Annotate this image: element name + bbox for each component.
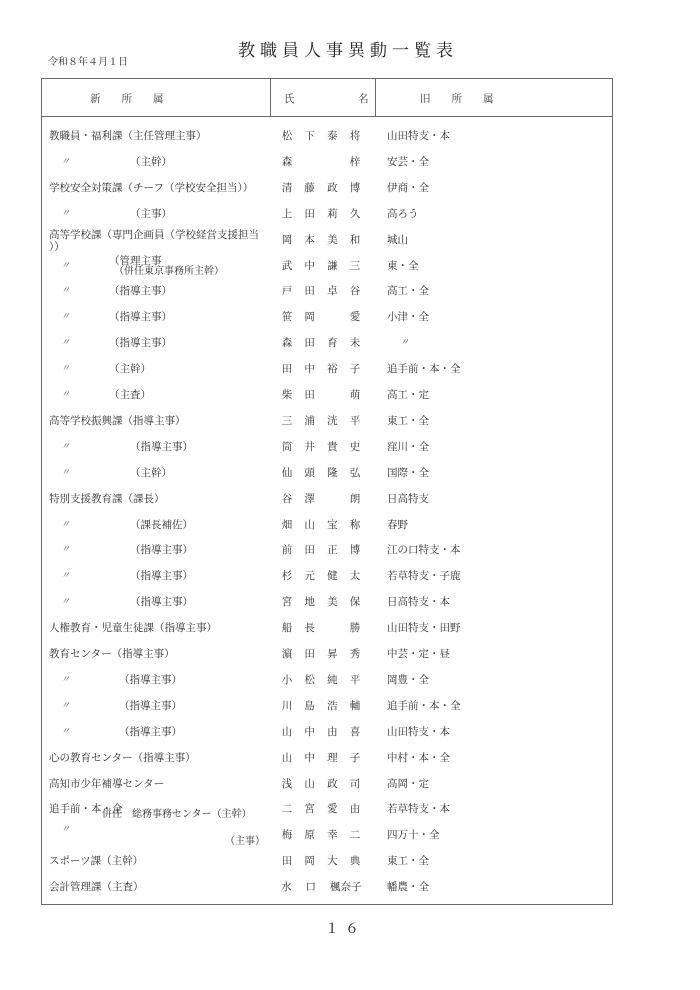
- name-character: 秀: [349, 648, 361, 660]
- table-row: [42, 874, 612, 900]
- name-character: 山: [304, 777, 315, 790]
- name-character: 中: [304, 259, 315, 272]
- name-character: 田: [281, 363, 293, 376]
- name-character: 久: [349, 207, 361, 220]
- name-character: [326, 311, 338, 323]
- name-character: 谷: [281, 492, 293, 505]
- table-row: [42, 771, 612, 797]
- table-row: [42, 563, 612, 589]
- ditto-mark: 〃: [61, 519, 71, 530]
- new-post-department: 追手前・本・全: [49, 803, 123, 816]
- old-post: 山田特支・本: [387, 130, 450, 142]
- name-character: 宮: [304, 803, 315, 816]
- name-character: 山: [281, 725, 293, 738]
- column-header-name-left: 氏: [284, 93, 295, 105]
- name-character: 由: [327, 725, 338, 738]
- name-character: 大: [327, 855, 338, 868]
- new-post-role: （指導主事）: [119, 725, 182, 738]
- old-post: 日高特支: [387, 492, 429, 505]
- employee-name: [281, 778, 361, 790]
- name-character: 愛: [327, 803, 338, 816]
- employee-name: [281, 208, 361, 220]
- table-row: [42, 382, 612, 408]
- name-character: 前: [281, 544, 293, 557]
- name-character: 井: [304, 440, 315, 453]
- table-row: [42, 537, 612, 563]
- name-character: 岡: [281, 233, 293, 246]
- column-divider: [375, 79, 376, 117]
- ditto-mark: 〃: [61, 597, 71, 608]
- name-character: 山: [304, 518, 315, 531]
- name-character: [326, 622, 338, 634]
- employee-name: [281, 415, 361, 427]
- old-post: 中村・本・全: [387, 751, 450, 764]
- name-character: 田: [304, 337, 315, 350]
- employee-name: [281, 493, 361, 505]
- ditto-mark: 〃: [61, 338, 71, 349]
- new-post-role: （主幹）: [109, 363, 151, 376]
- new-post-role: （指導主事）: [130, 544, 193, 557]
- name-character: 隆: [327, 466, 338, 479]
- name-character: 頭: [304, 466, 315, 479]
- date-label: 令和８年４月１日: [48, 57, 128, 68]
- name-character: 田: [304, 648, 315, 660]
- name-character: 口: [305, 881, 316, 894]
- name-character: 博: [349, 544, 361, 557]
- name-character: 川: [281, 699, 293, 712]
- table-row: [42, 175, 612, 201]
- ditto-mark: 〃: [61, 700, 71, 711]
- name-character: 美: [327, 233, 338, 246]
- employee-name: [281, 182, 361, 194]
- name-character: 子: [349, 751, 361, 764]
- page-number: １６: [325, 921, 365, 937]
- name-character: 小: [281, 673, 293, 686]
- employee-name: [281, 337, 361, 349]
- name-character: 平: [349, 673, 361, 686]
- old-post: 幡農・全: [387, 881, 429, 894]
- employee-name: [281, 234, 361, 246]
- name-character: 松: [281, 130, 293, 142]
- table-row: [42, 278, 612, 304]
- employee-name: [281, 544, 361, 556]
- name-character: 育: [327, 337, 338, 350]
- name-character: 二: [281, 803, 293, 816]
- name-character: 萌: [349, 389, 361, 401]
- old-post: 小津・全: [387, 311, 429, 324]
- employee-name: [281, 700, 361, 712]
- new-post-department: スポーツ課（主幹）: [49, 855, 144, 868]
- name-character: 武: [281, 259, 293, 272]
- concurrent-post-role: 併任 総務事務センター（主幹）: [102, 809, 252, 821]
- name-character: 畑: [281, 518, 293, 531]
- table-header: [42, 79, 612, 117]
- table-row: [42, 149, 612, 175]
- old-post: 東工・全: [387, 414, 429, 427]
- new-post-role: （指導主事）: [130, 570, 193, 583]
- ditto-mark: 〃: [61, 825, 71, 836]
- ditto-mark: 〃: [61, 441, 71, 452]
- table-row: [42, 486, 612, 512]
- employee-name: [281, 156, 361, 168]
- old-post: 山田特支・田野: [387, 622, 461, 635]
- table-row: [42, 667, 612, 693]
- name-character: 未: [349, 337, 361, 350]
- new-post-department: 高知市少年補導センター: [49, 777, 165, 790]
- employee-name: [281, 596, 361, 608]
- name-character: 柴: [281, 389, 293, 401]
- table-row: [42, 304, 612, 330]
- old-post: 追手前・本・全: [387, 363, 461, 376]
- name-character: 田: [304, 544, 315, 557]
- table-row: [42, 589, 612, 615]
- table-row: [42, 408, 612, 434]
- name-character: 仙: [281, 466, 293, 479]
- table-row: [42, 512, 612, 538]
- name-character: 子: [349, 363, 361, 376]
- new-post-department: 高等学校課（専門企画員（学校経営支援担当: [49, 228, 259, 241]
- name-character: 森: [281, 337, 293, 350]
- name-character: [304, 156, 316, 168]
- table-row: [42, 253, 612, 279]
- name-character: 輔: [349, 699, 361, 712]
- table-row: [42, 227, 612, 253]
- name-character: 筒: [281, 440, 293, 453]
- name-character: 幸: [327, 829, 338, 842]
- name-character: 平: [349, 414, 361, 427]
- name-character: 船: [281, 622, 293, 635]
- name-character: 田: [304, 207, 315, 220]
- ditto-mark: 〃: [61, 726, 71, 737]
- name-character: 勝: [349, 622, 361, 635]
- name-character: 保: [349, 596, 361, 609]
- name-character: 理: [327, 751, 338, 764]
- name-character: 洸: [327, 414, 338, 427]
- name-character: 浅: [281, 777, 293, 790]
- name-character: 浩: [327, 699, 338, 712]
- new-post-role: （主幹）: [130, 466, 172, 479]
- name-character: 泰: [327, 130, 338, 142]
- new-post-department-continued: ））: [49, 240, 65, 253]
- name-character: 長: [304, 622, 315, 635]
- new-post-role: （課長補佐）: [130, 518, 193, 531]
- concurrent-post-role: （併任東京事務所主幹）: [114, 265, 224, 277]
- employee-name: [281, 285, 361, 297]
- table-row: [42, 745, 612, 771]
- name-character: 史: [349, 440, 361, 453]
- name-character: 謙: [327, 259, 338, 272]
- concurrent-post-role: （主事）: [225, 836, 265, 848]
- column-header-name-right: 名: [358, 93, 369, 105]
- old-post: 安芸・全: [387, 155, 429, 168]
- employee-name: [281, 648, 361, 660]
- new-post-role: （指導主事）: [130, 440, 193, 453]
- old-post: 〃: [400, 338, 410, 349]
- old-post: 四万十・全: [387, 829, 440, 842]
- old-post: 若草特支・本: [387, 803, 450, 816]
- old-post: 東・全: [387, 259, 419, 272]
- old-post: 江の口特支・本: [387, 544, 461, 557]
- employee-name: [281, 881, 361, 893]
- column-header-old-post: 旧 所 属: [420, 93, 494, 105]
- table-row: [42, 796, 612, 822]
- new-post-role: （指導主事）: [130, 596, 193, 609]
- name-character: 水: [281, 881, 292, 894]
- page-title: 教職員人事異動一覧表: [238, 41, 458, 61]
- new-post-department: 高等学校振興課（指導主事）: [49, 414, 186, 427]
- employee-name: [281, 519, 361, 531]
- employee-name: [281, 674, 361, 686]
- old-post: 中芸・定・昼: [387, 648, 450, 660]
- employee-name: [281, 311, 361, 323]
- name-character: 正: [327, 544, 338, 557]
- name-character: 裕: [327, 363, 338, 376]
- name-character: 称: [349, 518, 361, 531]
- name-character: 岡: [304, 855, 315, 868]
- name-character: [326, 156, 338, 168]
- name-character: 三: [349, 259, 361, 272]
- name-character: 清: [281, 181, 293, 194]
- name-character: 中: [304, 751, 315, 764]
- new-post-role: （主事）: [130, 207, 172, 220]
- old-post: 春野: [387, 518, 408, 531]
- name-character: 岡: [304, 311, 315, 324]
- employee-name: [281, 441, 361, 453]
- name-character: 谷: [349, 285, 361, 298]
- new-post-department: 会計管理課（主査）: [49, 881, 144, 894]
- old-post: 高工・定: [387, 389, 429, 401]
- old-post: 城山: [387, 233, 408, 246]
- transfer-table: [41, 78, 613, 905]
- new-post-department: 人権教育・児童生徒課（指導主事）: [49, 622, 217, 635]
- new-post-department: 教職員・福利課（主任管理主事）: [49, 130, 207, 142]
- name-character: 博: [349, 181, 361, 194]
- name-character: 下: [304, 130, 315, 142]
- name-character: 昇: [327, 648, 338, 660]
- name-character: 中: [304, 725, 315, 738]
- name-character: 原: [304, 829, 315, 842]
- new-post-role: （指導主事）: [119, 699, 182, 712]
- table-row: [42, 330, 612, 356]
- name-character: 梓: [349, 155, 361, 168]
- name-character: 二: [349, 829, 361, 842]
- employee-name: [281, 260, 361, 272]
- employee-name: [281, 829, 361, 841]
- name-character: 島: [304, 699, 315, 712]
- employee-name: [281, 803, 361, 815]
- name-character: 田: [304, 285, 315, 298]
- name-character: 由: [349, 803, 361, 816]
- old-post: 岡豊・全: [387, 673, 429, 686]
- name-character: 山: [281, 751, 293, 764]
- name-character: 澤: [304, 492, 315, 505]
- new-post-role: （指導主事）: [119, 673, 182, 686]
- name-character: 楓奈子: [330, 881, 362, 894]
- ditto-mark: 〃: [61, 364, 71, 375]
- name-character: 愛: [349, 311, 361, 324]
- name-character: 森: [281, 155, 293, 168]
- ditto-mark: 〃: [61, 545, 71, 556]
- name-character: 藤: [304, 181, 315, 194]
- table-row: [42, 848, 612, 874]
- employee-name: [281, 130, 361, 142]
- employee-name: [281, 855, 361, 867]
- old-post: 追手前・本・全: [387, 699, 461, 712]
- old-post: 高岡・定: [387, 777, 429, 790]
- column-header-new-post: 新 所 属: [90, 93, 164, 105]
- name-character: 笹: [281, 311, 293, 324]
- name-character: 上: [281, 207, 293, 220]
- name-character: 朗: [349, 492, 361, 505]
- employee-name: [281, 389, 361, 401]
- name-character: 濵: [281, 648, 293, 660]
- name-character: 弘: [349, 466, 361, 479]
- table-row: [42, 123, 612, 149]
- name-character: 田: [304, 389, 315, 401]
- new-post-department: 教育センター（指導主事）: [49, 648, 175, 660]
- table-row: [42, 693, 612, 719]
- old-post: 若草特支・子鹿: [387, 570, 461, 583]
- new-post-department: 学校安全対策課（チーフ（学校安全担当））: [49, 181, 254, 194]
- name-character: 政: [327, 777, 338, 790]
- name-character: 典: [349, 855, 361, 868]
- employee-name: [281, 752, 361, 764]
- ditto-mark: 〃: [61, 312, 71, 323]
- ditto-mark: 〃: [61, 208, 71, 219]
- name-character: 松: [304, 673, 315, 686]
- name-character: 元: [304, 570, 315, 583]
- name-character: 司: [349, 777, 361, 790]
- name-character: 宝: [327, 518, 338, 531]
- column-divider: [270, 79, 271, 117]
- name-character: 宮: [281, 596, 293, 609]
- ditto-mark: 〃: [61, 260, 71, 271]
- ditto-mark: 〃: [61, 390, 71, 400]
- employee-name: [281, 570, 361, 582]
- old-post: 日高特支・本: [387, 596, 450, 609]
- ditto-mark: 〃: [61, 571, 71, 582]
- new-post-role: （指導主事）: [109, 337, 172, 350]
- table-row: [42, 615, 612, 641]
- name-character: 本: [304, 233, 315, 246]
- table-row: [42, 460, 612, 486]
- name-character: 健: [327, 570, 338, 583]
- old-post: 高ろう: [387, 207, 419, 220]
- new-post-role: （指導主事）: [109, 311, 172, 324]
- new-post-role: （主幹）: [130, 155, 172, 168]
- name-character: 政: [327, 181, 338, 194]
- name-character: 純: [327, 673, 338, 686]
- table-row: [42, 434, 612, 460]
- new-post-department: 特別支援教育課（課長）: [49, 492, 165, 505]
- name-character: 太: [349, 570, 361, 583]
- old-post: 山田特支・本: [387, 725, 450, 738]
- employee-name: [281, 622, 361, 634]
- name-character: [326, 389, 338, 401]
- table-row: [42, 201, 612, 227]
- ditto-mark: 〃: [61, 467, 71, 478]
- name-character: 和: [349, 233, 361, 246]
- old-post: 伊商・全: [387, 181, 429, 194]
- employee-name: [281, 363, 361, 375]
- new-post-department: 心の教育センター（指導主事）: [49, 751, 196, 764]
- employee-name: [281, 726, 361, 738]
- name-character: 梅: [281, 829, 293, 842]
- new-post-role: （指導主事）: [109, 285, 172, 298]
- name-character: 三: [281, 414, 293, 427]
- ditto-mark: 〃: [61, 674, 71, 685]
- table-row: [42, 641, 612, 667]
- new-post-role: （主査）: [109, 389, 151, 401]
- name-character: [326, 493, 338, 505]
- old-post: 国際・全: [387, 466, 429, 479]
- name-character: 莉: [327, 207, 338, 220]
- name-character: 地: [304, 596, 315, 609]
- old-post: 高工・全: [387, 285, 429, 298]
- name-character: 貴: [327, 440, 338, 453]
- table-row: [42, 356, 612, 382]
- name-character: 喜: [349, 725, 361, 738]
- table-row: [42, 719, 612, 745]
- new-post-role: （管理主事: [109, 254, 162, 267]
- name-character: 卓: [327, 285, 338, 298]
- name-character: 美: [327, 596, 338, 609]
- name-character: 将: [349, 130, 361, 142]
- name-character: 杉: [281, 570, 293, 583]
- name-character: 浦: [304, 414, 315, 427]
- table-row: [42, 822, 612, 848]
- ditto-mark: 〃: [61, 286, 71, 297]
- old-post: 窪川・全: [387, 440, 429, 453]
- ditto-mark: 〃: [61, 156, 71, 167]
- name-character: 戸: [281, 285, 293, 298]
- old-post: 東工・全: [387, 855, 429, 868]
- employee-name: [281, 467, 361, 479]
- name-character: 田: [281, 855, 293, 868]
- name-character: 中: [304, 363, 315, 376]
